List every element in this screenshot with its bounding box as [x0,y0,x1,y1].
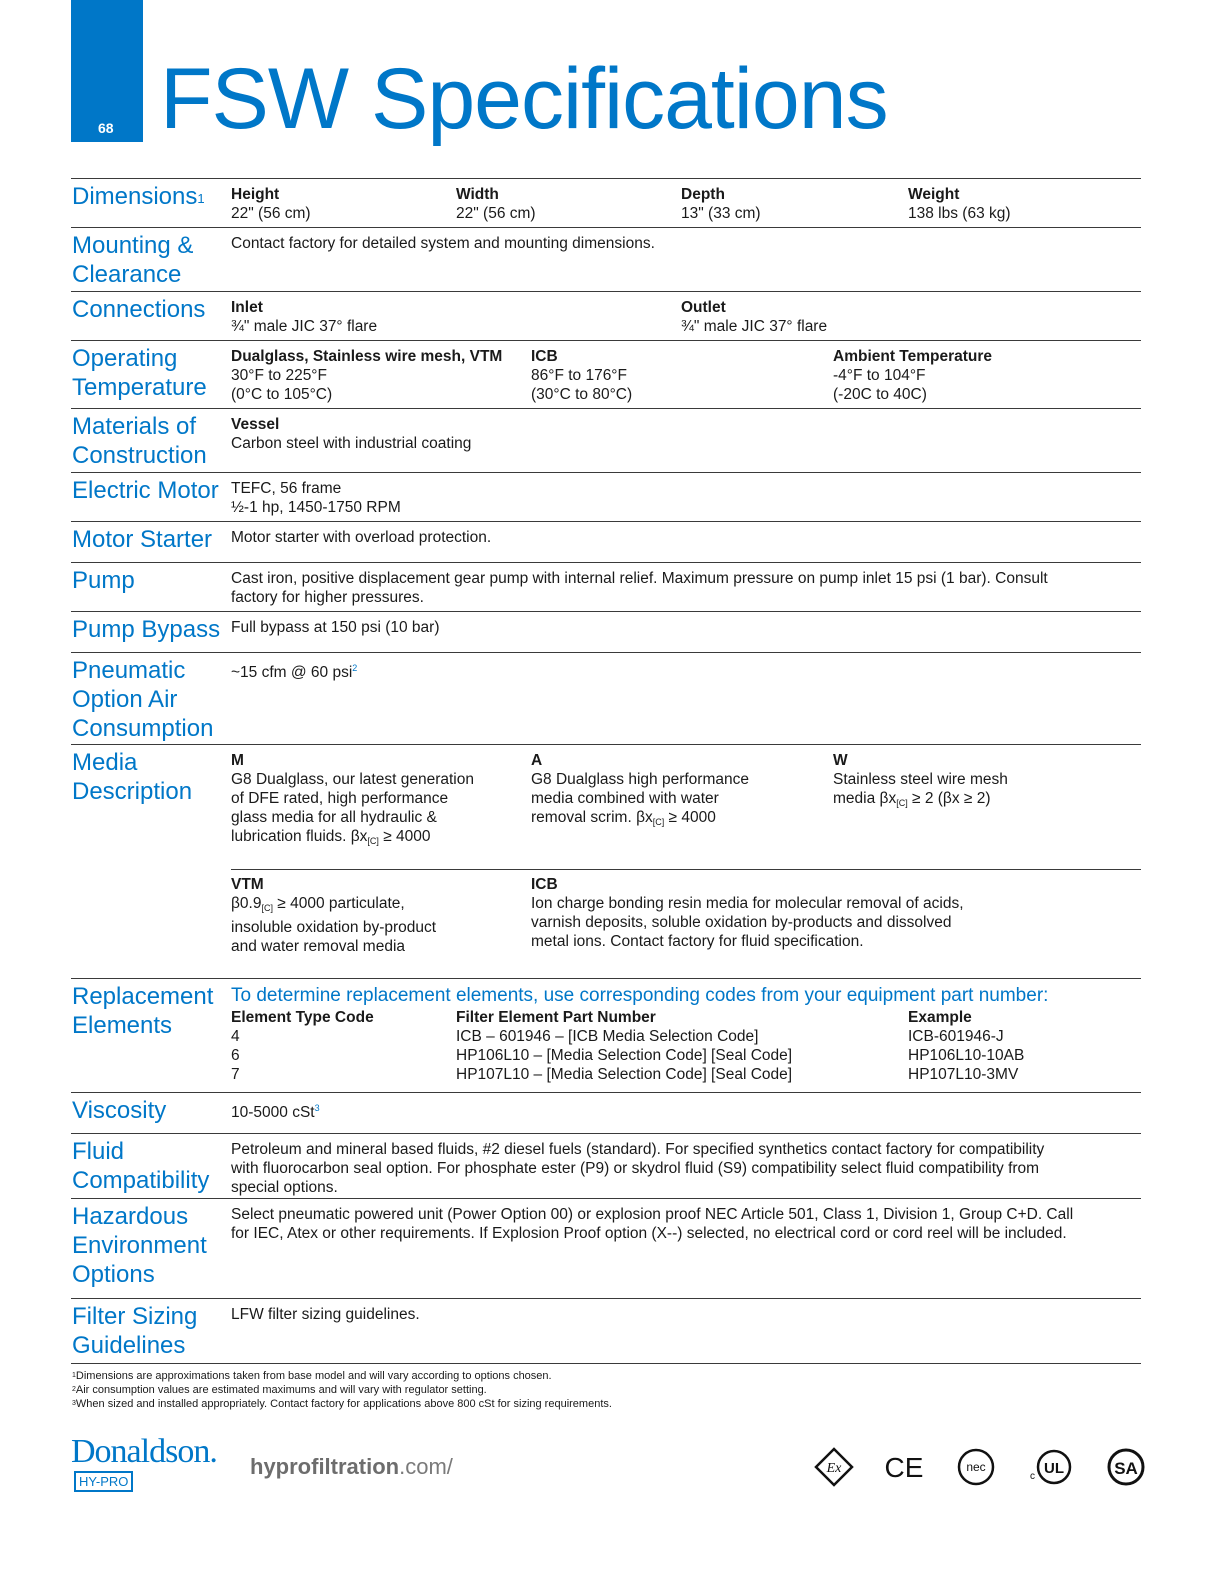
section-label: Replacement Elements [72,983,214,1039]
nec-mark-icon [956,1447,996,1487]
footnote: $^2$Air consumption values are estimated maximums and will vary with regulator setting. [72,1384,487,1396]
section-pneumatic: Pneumatic Option Air Consumption ~15 cfm @ 60 psi$^2$ [71,652,1141,745]
media-vtm: VTM $\beta 0.9_{[C]} \ge 4000$ particulate, insoluble oxidation by-product and water removal media [231,876,437,955]
section-label: Pump [72,567,135,594]
section-label: Connections [72,296,206,323]
section-label: Mounting & Clearance [72,232,194,288]
svg-text:UL: UL [1044,1460,1064,1477]
section-viscosity: Viscosity 10-5000 cSt$^3$ [71,1092,1141,1134]
section-label: Hazardous Environment Options [72,1203,207,1288]
section-label: Media Description [72,749,193,805]
section-label: Fluid Compatibility [72,1138,210,1194]
svg-text:nec: nec [966,1460,986,1474]
page-title: FSW Specifications [160,51,888,147]
section-filter-sizing: Filter Sizing Guidelines LFW filter sizing guidelines. [71,1298,1141,1364]
section-hazardous: Hazardous Environment Options Select pneumatic powered unit (Power Option 00) or explosion proof NEC Article 501, Class 1, Division 1, Group C+D. Call for IEC, Atex or other requirements. If Explosion Proof option (X--) selected, no electrical cord or cord reel will be included. [71,1198,1141,1299]
section-label: Viscosity [72,1097,167,1124]
section-label: Electric Motor [72,477,219,504]
ex-mark-icon [814,1447,854,1487]
section-electric-motor: Electric Motor TEFC, 56 frame ½-1 hp, 1450-1750 RPM [71,472,1141,522]
section-fluid-compatibility: Fluid Compatibility Petroleum and mineral based fluids, #2 diesel fuels (standard). For specified synthetics contact factory for compatibility with fluorocarbon seal option. For phosphate ester (P9) or skydrol fluid (S9) compatibility select fluid compatibility from special options. [71,1133,1141,1199]
section-pump: Pump Cast iron, positive displacement gear pump with internal relief. Maximum pressure on pump inlet 15 psi (1 bar). Consult factory for higher pressures. [71,562,1141,612]
svg-text:Ex: Ex [826,1461,842,1476]
svg-text:CE: CE [884,1452,924,1483]
donaldson-logo: Donaldson. HY-PRO [71,1435,217,1492]
section-label: Pump Bypass [72,616,221,643]
footnote: $^3$When sized and installed appropriately. Contact factory for applications above 800 cSt for sizing requirements. [72,1398,612,1410]
page-number: 68 [98,120,114,136]
media-a: A G8 Dualglass high performance media combined with water removal scrim. $\beta x_{[C]} \ge 4000$ [531,752,749,827]
section-materials: Materials of Construction Vessel Carbon steel with industrial coating [71,408,1141,473]
section-connections: Connections Inlet ¾" male JIC 37° flare Outlet ¾" male JIC 37° flare [71,291,1141,341]
ce-mark-icon [884,1447,924,1487]
section-mounting: Mounting & Clearance Contact factory for detailed system and mounting dimensions. [71,227,1141,292]
section-dimensions: Dimensions$^1$ Height 22" (56 cm) Width 22" (56 cm) Depth 13" (33 cm) Weight 138 lbs (63 kg) [71,178,1141,228]
media-w: W Stainless steel wire mesh media $\beta x_{[C]} \ge 2$ (βx ≥ 2) [833,752,1008,808]
svg-text:c: c [1030,1471,1035,1482]
footnote: $^1$Dimensions are approximations taken from base model and will vary according to options chosen. [72,1370,552,1382]
section-label: Operating Temperature [72,345,207,401]
csa-mark-icon [1106,1447,1146,1487]
section-motor-starter: Motor Starter Motor starter with overload protection. [71,521,1141,563]
media-icb: ICB Ion charge bonding resin media for molecular removal of acids, varnish deposits, soluble oxidation by-products and dissolved metal ions. Contact factory for fluid specification. [531,876,964,950]
svg-text:SA: SA [1114,1459,1138,1478]
section-label: Pneumatic Option Air Consumption [72,657,214,742]
section-replacement: Replacement Elements To determine replacement elements, use corresponding codes from your equipment part number: Element Type Code 4 6 7 Filter Element Part Number ICB – 601946 – [ICB Media Selection Code] HP106L10 – [Media Selection Code] [Seal Code] HP107L10 – [Media Selection Code] [Seal Code] Example ICB-601946-J HP106L10-10AB HP107L10-3MV [71,978,1141,1093]
section-label: Dimensions$^1$ [72,183,205,210]
page-tab [71,0,143,142]
section-label: Filter Sizing Guidelines [72,1303,198,1359]
section-label: Motor Starter [72,526,213,553]
section-label: Materials of Construction [72,413,207,469]
section-pump-bypass: Pump Bypass Full bypass at 150 psi (10 bar) [71,611,1141,653]
media-m: M G8 Dualglass, our latest generation of DFE rated, high performance glass media for all hydraulic & lubrication fluids. $\beta x_{[C]} \ge 4000$ [231,752,474,846]
section-operating-temperature: Operating Temperature Dualglass, Stainless wire mesh, VTM 30°F to 225°F (0°C to 105°C) ICB 86°F to 176°F (30°C to 80°C) Ambient Temperature -4°F to 104°F (-20C to 40C) [71,340,1141,409]
website-link[interactable]: hyprofiltration.com/ [250,1454,453,1479]
cul-mark-icon [1028,1447,1074,1487]
section-media [71,744,1141,979]
